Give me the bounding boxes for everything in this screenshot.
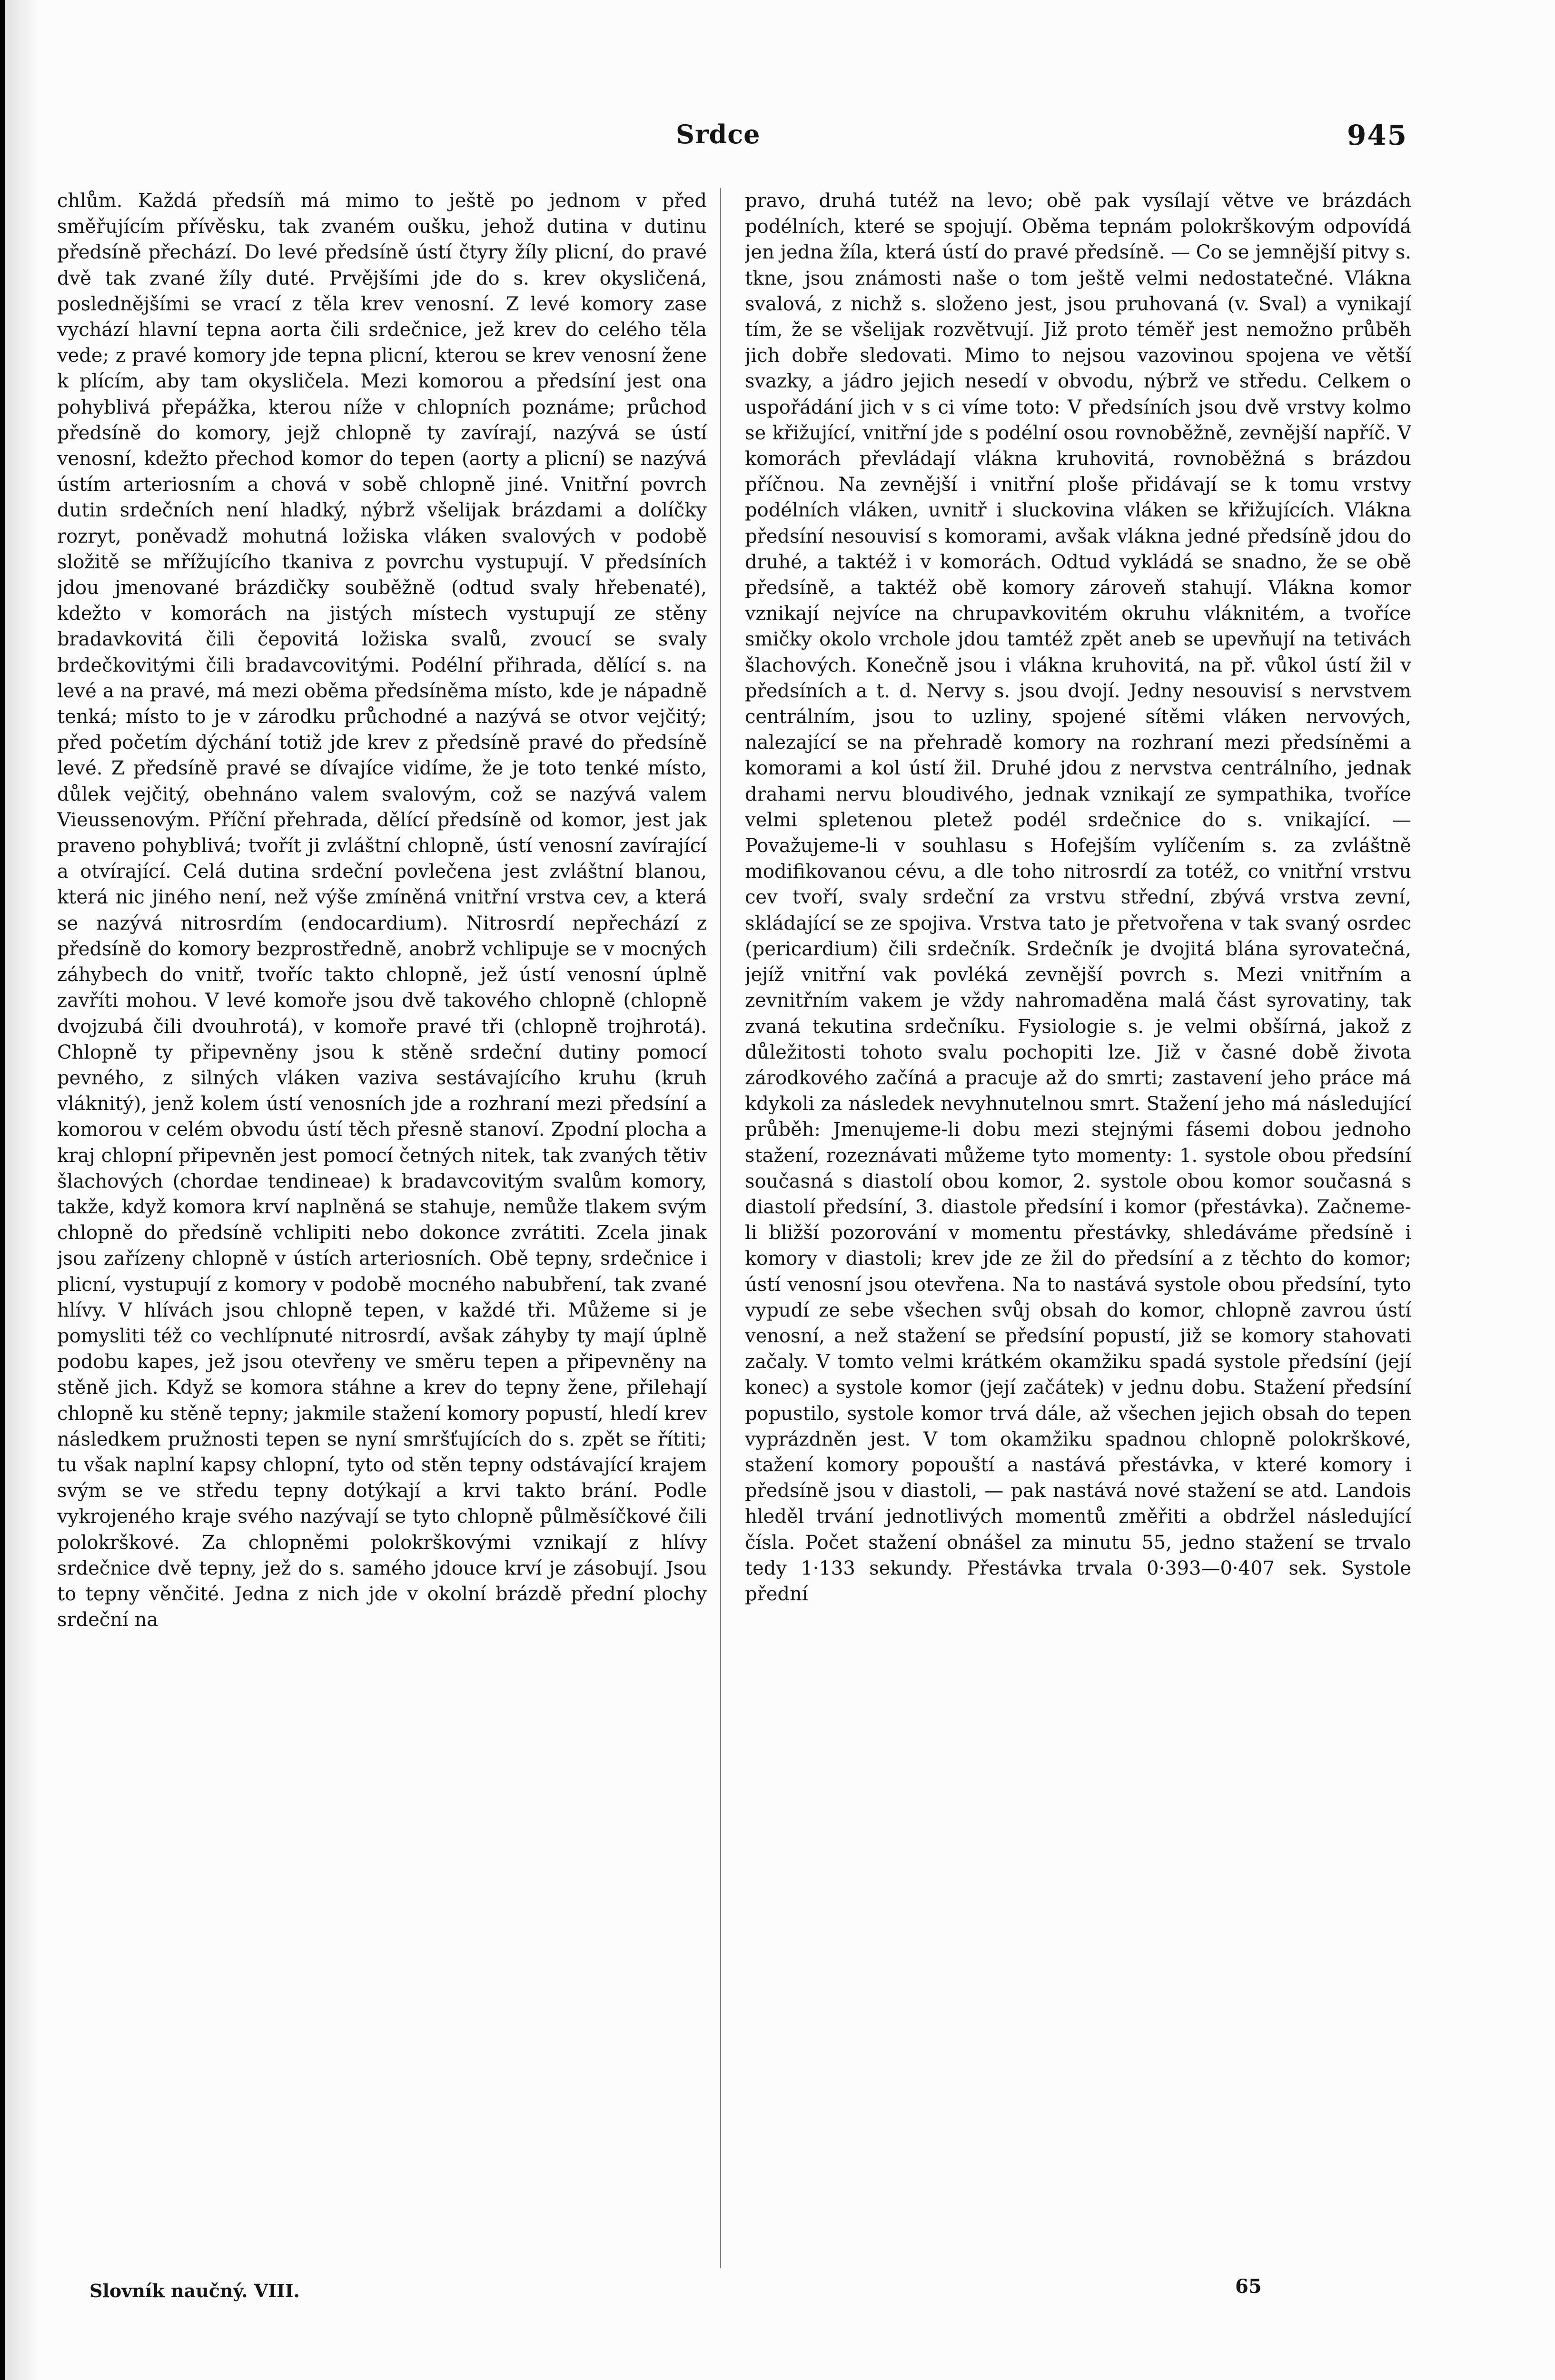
text-column-left: chlům. Každá předsíň má mimo to ještě po jednom v před směřujícím přívěsku, tak zvaném oušku, jehož dutina v dutinu předsíně přechází. Do levé předsíně ústí čtyry žíly plicní, do pravé dvě tak zvané žíly duté. Prvějšími jde do s. krev okysličená, poslednějšími se vrací z těla krev venosní. Z levé komory zase vychází hlavní tepna aorta čili srdečnice, jež krev do celého těla vede; z pravé komory jde tepna plicní, kterou se krev venosní žene k plícím, aby tam okysličela. Mezi komorou a předsíní jest ona pohyblivá přepážka, kterou níže v chlopních poznáme; průchod předsíně do komory, jejž chlopně ty zavírají, nazývá se ústí venosní, kdežto přechod komor do tepen (aorty a plicní) se nazývá ústím arteriosním a chová v sobě chlopně jiné. Vnitřní povrch dutin srdečních není hladký, nýbrž všelijak brázdami a dolíčky rozryt, poněvadž mohutná ložiska vláken svalových v podobě složitě se mřížujícího tkaniva z povrchu vystupují. V předsíních jdou jmenované brázdičky souběžně (odtud svaly hřebenaté), kdežto v komorách na jistých místech vystupují ze stěny bradavkovitá čili čepovitá ložiska svalů, zvoucí se svaly brdečkovitými čili bradavcovitými. Podélní přihrada, dělící s. na levé a na pravé, má mezi oběma předsíněma místo, kde je nápadně tenká; místo to je v zárodku průchodné a nazývá se otvor vejčitý; před početím dýchání totiž jde krev z předsíně pravé do předsíně levé. Z předsíně pravé se dívajíce vidíme, že je toto tenké místo, důlek vejčitý, obehnáno valem svalovým, což se nazývá valem Vieussenovým. Příční přehrada, dělící předsíně od komor, jest jak praveno pohyblivá; tvořít ji zvláštní chlopně, ústí venosní zavírající a otvírající. Celá dutina srdeční povlečena jest zvláštní blanou, která nic jiného není, než výše zmíněná vnitřní vrstva cev, a která se nazývá nitrosrdím (endocardium). Nitrosrdí nepřechází z předsíně do komory bezprostředně, anobrž vchlipuje se v mocných záhybech do vnitř, tvoříc takto chlopně, jež ústí venosní úplně zavříti mohou. V levé komoře jsou dvě takového chlopně (chlopně dvojzubá čili dvouhrotá), v komoře pravé tři (chlopně trojhrotá). Chlopně ty připevněny jsou k stěně srdeční dutiny pomocí pevného, z silných vláken vaziva sestávajícího kruhu (kruh vláknitý), jenž kolem ústí venosních jde a rozhraní mezi předsíní a komorou v celém obvodu ústí těch přesně stanoví. Zpodní plocha a kraj chlopní připevněn jest pomocí četných nitek, tak zvaných tětiv šlachových (chordae tendineae) k bradavcovitým svalům komory, takže, když komora krví naplněná se stahuje, nemůže tlakem svým chlopně do předsíně vchlipiti nebo dokonce zvrátiti. Zcela jinak jsou zařízeny chlopně v ústích arteriosních. Obě tepny, srdečnice i plicní, vystupují z komory v podobě mocného nabubření, tak zvané hlívy. V hlívách jsou chlopně tepen, v každé tři. Můžeme si je pomysliti též co vechlípnuté nitrosrdí, avšak záhyby ty mají úplně podobu kapes, jež jsou otevřeny ve směru tepen a připevněny na stěně jich. Když se komora stáhne a krev do tepny žene, přilehají chlopně ku stěně tepny; jakmile stažení komory popustí, hledí krev následkem pružnosti tepen se nyní smršťujících do s. zpět se řítiti; tu však naplní kapsy chlopní, tyto od stěn tepny odstávající krajem svým se ve středu tepny dotýkají a krvi takto brání. Podle vykrojeného kraje svého nazývají se tyto chlopně půlměsíčkové čili polokrškové. Za chlopněmi polokrškovými vznikají z hlívy srdečnice dvě tepny, jež do s. samého jdouce krví je zásobují. Jsou to tepny věnčité. Jedna z nich jde v okolní brázdě přední plochy srdeční na bbox=[57, 190, 707, 1631]
text-column-right: pravo, druhá tutéž na levo; obě pak vysílají větve ve brázdách podélních, které se spojují. Oběma tepnám polokrškovým odpovídá jen jedna žíla, která ústí do pravé předsíně. — Co se jemnější pitvy s. tkne, jsou známosti naše o tom ještě velmi nedostatečné. Vlákna svalová, z nichž s. složeno jest, jsou pruhovaná (v. Sval) a vynikají tím, že se všelijak rozvětvují. Již proto téměř jest nemožno průběh jich dobře sledovati. Mimo to nejsou vazovinou spojena ve větší svazky, a jádro jejich nesedí v obvodu, nýbrž ve středu. Celkem o uspořádání jich v s ci víme toto: V předsíních jsou dvě vrstvy kolmo se křižující, vnitřní jde s podélní osou rovnoběžně, zevnější napříč. V komorách převládají vlákna kruhovitá, rovnoběžná s brázdou příčnou. Na zevnější i vnitřní ploše přidávají se k tomu vrstvy podélních vláken, uvnitř i sluckovina vláken se křižujících. Vlákna předsíní nesouvisí s komorami, avšak vlákna jedné předsíně jdou do druhé, a taktéž i v komorách. Odtud vykládá se snadno, že se obě předsíně, a taktéž obě komory zároveň stahují. Vlákna komor vznikají nejvíce na chrupavkovitém okruhu vláknitém, a tvoříce smičky okolo vrchole jdou tamtéž zpět aneb se upevňují na tetivách šlachových. Konečně jsou i vlákna kruhovitá, na př. vůkol ústí žil v předsíních a t. d. Nervy s. jsou dvojí. Jedny nesouvisí s nervstvem centrálním, jsou to uzliny, spojené sítěmi vláken nervových, nalezající se na přehradě komory na rozhraní mezi předsíněmi a komorami a kol ústí žil. Druhé jdou z nervstva centrálního, jednak drahami nervu bloudivého, jednak vznikají ze sympathika, tvoříce velmi spletenou pletež podél srdečnice do s. vnikající. — Považujeme-li v souhlasu s Hofejším vylíčením s. za zvláštně modifikovanou cévu, a dle toho nitrosrdí za totéž, co vnitřní vrstvu cev tvoří, svaly srdeční za vrstvu střední, zbývá vrstva zevní, skládající se ze spojiva. Vrstva tato je přetvořena v tak svaný osrdec (pericardium) čili srdečník. Srdečník je dvojitá blána syrovatečná, jejíž vnitřní vak povléká zevnější povrch s. Mezi vnitřním a zevnitřním vakem je vždy nahromaděna malá část syrovatiny, tak zvaná tekutina srdečníku. Fysiologie s. je velmi obšírná, jakož z důležitosti tohoto svalu pochopiti lze. Již v časné době života zárodkového začíná a pracuje až do smrti; zastavení jeho práce má kdykoli za následek nevyhnutelnou smrt. Stažení jeho má následující průběh: Jmenujeme-li dobu mezi stejnými fásemi dobou jednoho stažení, rozeznávati můžeme tyto momenty: 1. systole obou předsíní současná s diastolí obou komor, 2. systole obou komor současná s diastolí předsíní, 3. diastole předsíní i komor (přestávka). Začneme-li bližší pozorování v momentu přestávky, shledáváme předsíně i komory v diastoli; krev jde ze žil do předsíní a z těchto do komor; ústí venosní jsou otevřena. Na to nastává systole obou předsíní, tyto vypudí ze sebe všechen svůj obsah do komor, chlopně zavrou ústí venosní, a než stažení se předsíní popustí, již se komory stahovati začaly. V tomto velmi krátkém okamžiku spadá systole předsíní (její konec) a systole komor (její začátek) v jednu dobu. Stažení předsíní popustilo, systole komor trvá dále, až všechen jejich obsah do tepen vyprázdněn jest. V tom okamžiku spadnou chlopně polokrškové, stažení komory popouští a nastává přestávka, v které komory i předsíně jsou v diastoli, — pak nastává nové stažení se atd. Landois hleděl trvání jednotlivých momentů změřiti a obdržel následující čísla. Počet stažení obnášel za minutu 55, jedno stažení se trvalo tedy 1·133 sekundy. Přestávka trvala 0·393—0·407 sek. Systole přední bbox=[745, 190, 1411, 1605]
footer-signature: Slovník naučný. VIII. bbox=[89, 2280, 300, 2301]
footer-sheet-number: 65 bbox=[1235, 2275, 1262, 2298]
page-number: 945 bbox=[1347, 119, 1408, 151]
column-divider bbox=[720, 188, 721, 2268]
running-head-title: Srdce bbox=[676, 119, 761, 149]
book-page bbox=[5, 0, 1555, 2380]
